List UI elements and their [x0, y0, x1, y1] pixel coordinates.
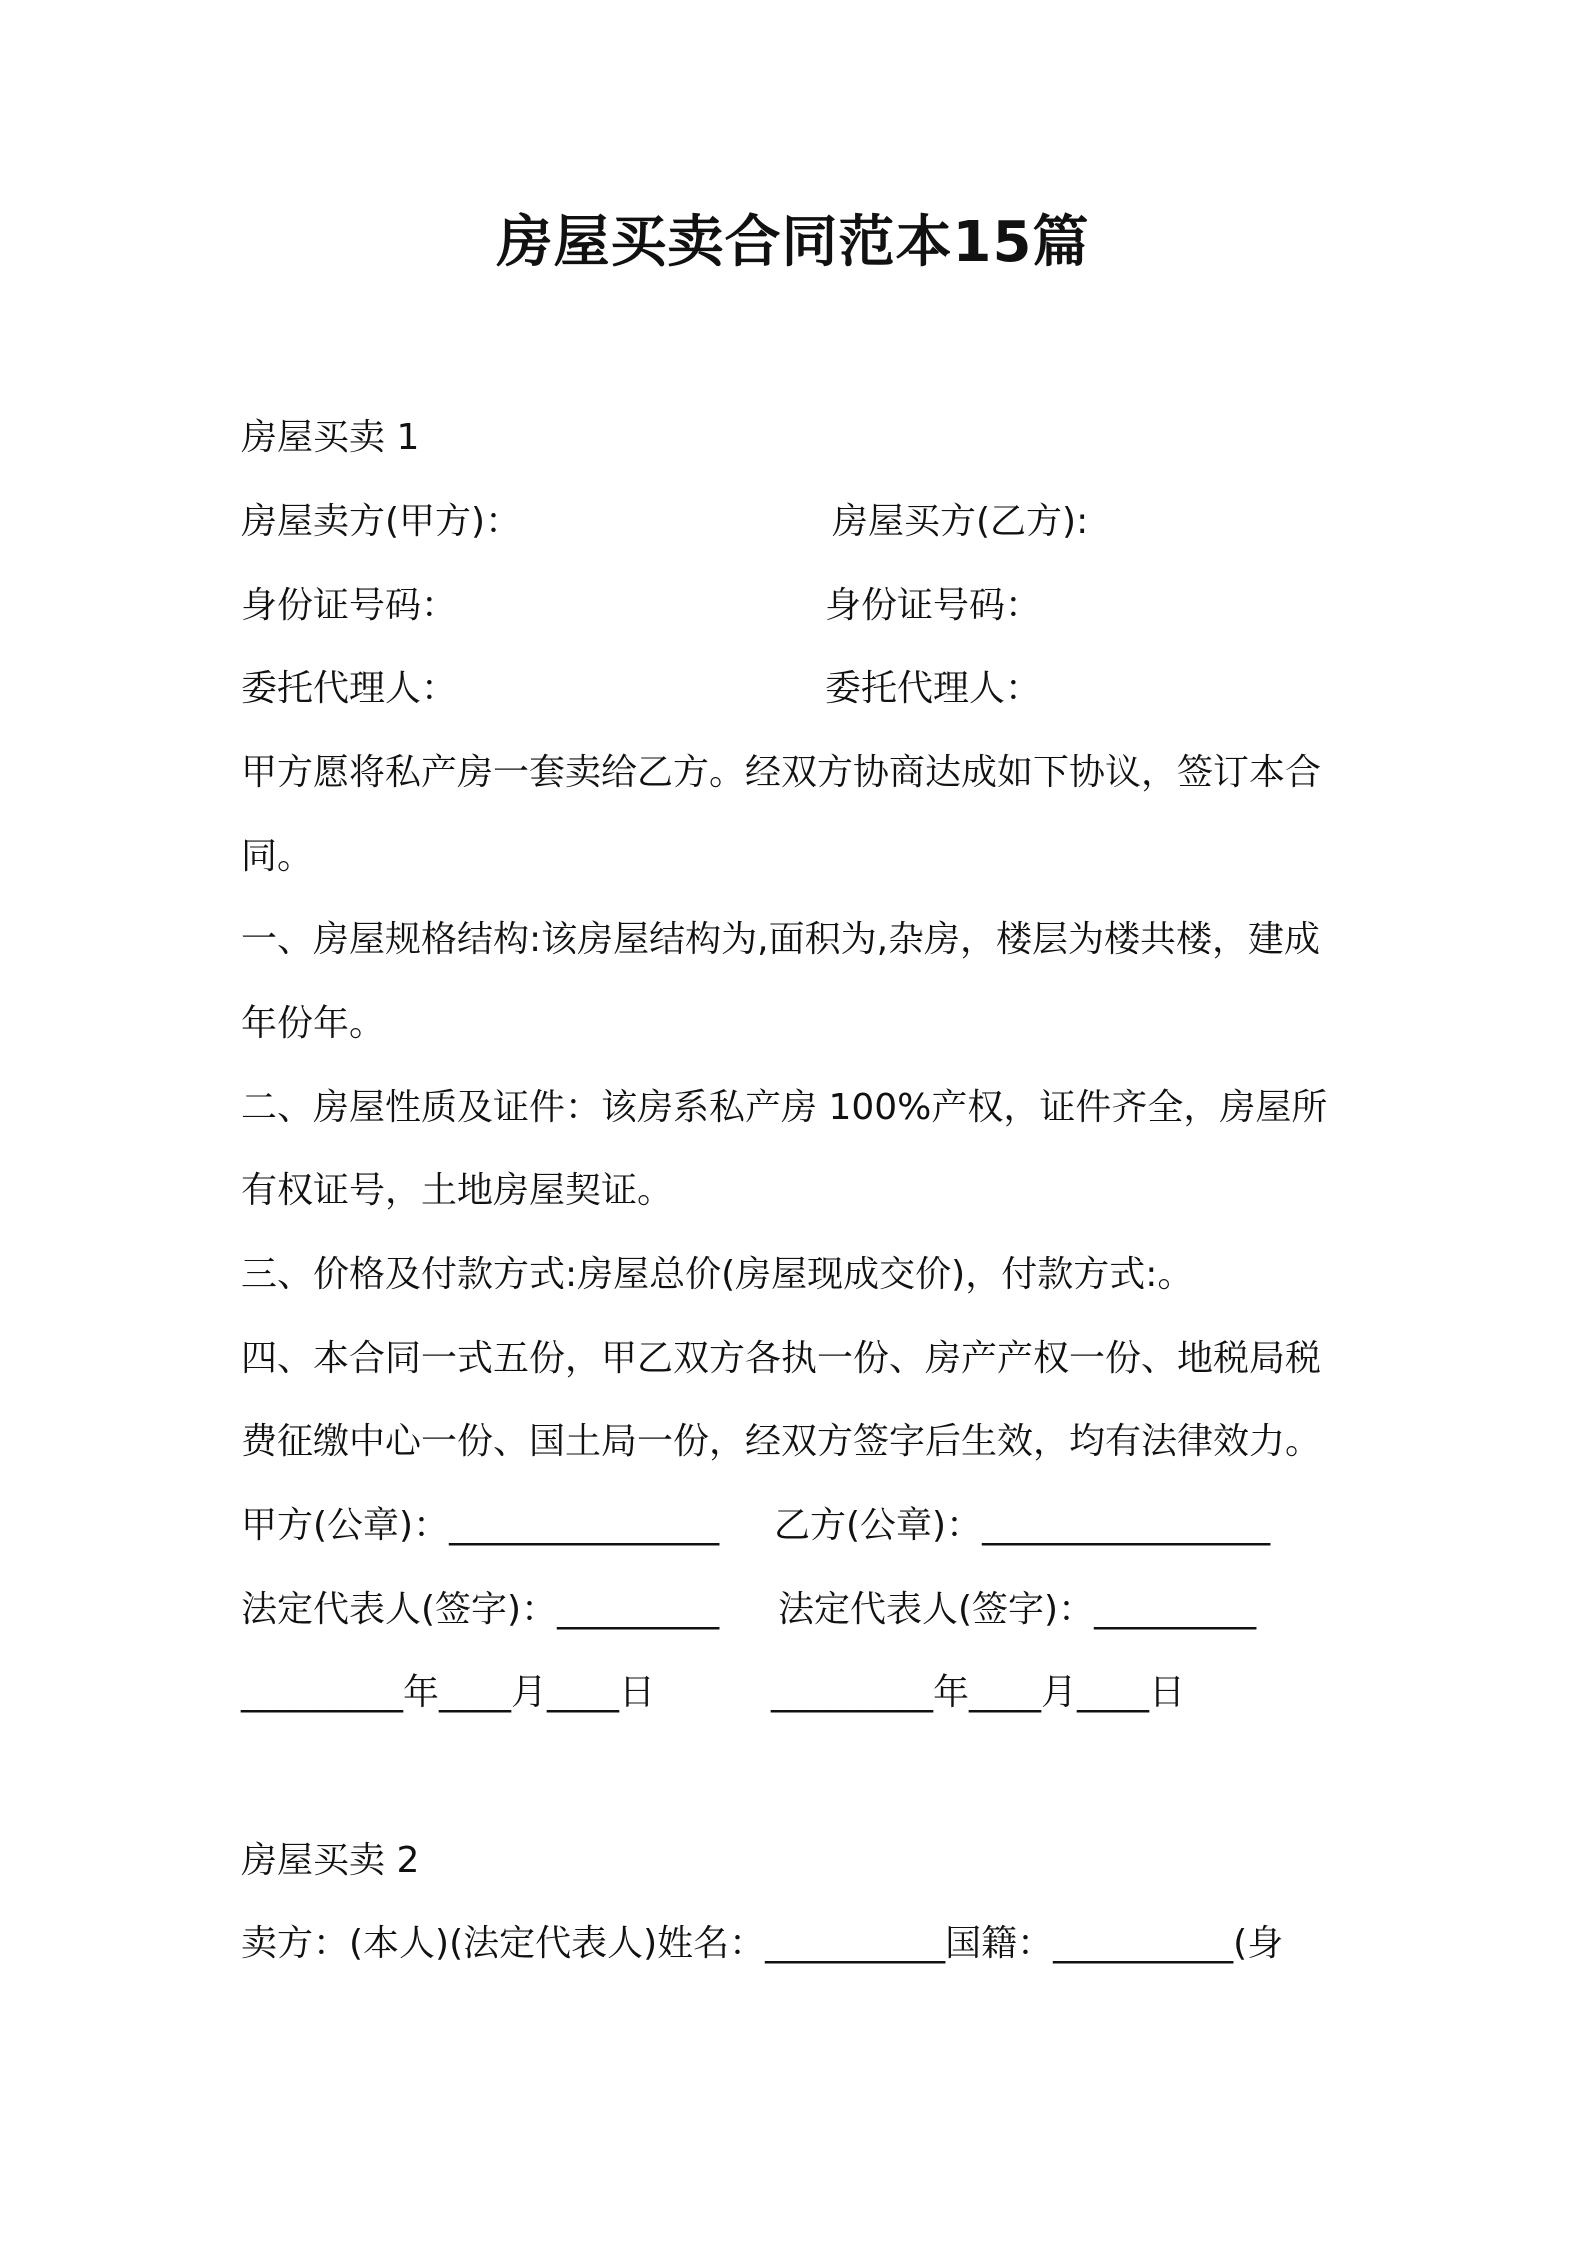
party-row-agent — [241, 665, 1042, 713]
section-2-seller-line: 卖方：(本人)(法定代表人)姓名：__________国籍：__________(身 — [241, 1923, 1284, 1964]
party-a-representative: 法定代表人(签字)：_________ — [241, 1589, 720, 1630]
section-heading-2: 房屋买卖 2 — [241, 1840, 420, 1881]
party-a-date: _________年____月____日 — [241, 1672, 655, 1713]
clause-2-line-1: 二、房屋性质及证件：该房系私产房 100%产权，证件齐全，房屋所 — [241, 1087, 1328, 1128]
party-a-seal: 甲方(公章)：_______________ — [241, 1505, 720, 1546]
document-title: 房屋买卖合同范本15篇 — [496, 210, 1090, 275]
signature-row-date — [241, 1669, 1185, 1717]
buyer-label: 房屋买方(乙方): — [832, 501, 1089, 542]
party-row-id — [241, 582, 1042, 630]
party-b-seal: 乙方(公章)：________________ — [774, 1505, 1271, 1546]
party-row-seller-buyer — [241, 498, 1089, 546]
id-label-seller: 身份证号码： — [241, 585, 458, 626]
agent-label-buyer: 委托代理人： — [825, 668, 1042, 709]
party-b-date: _________年____月____日 — [771, 1672, 1185, 1713]
signature-row-seal — [241, 1502, 1271, 1550]
section-heading-1: 房屋买卖 1 — [241, 417, 420, 458]
id-label-buyer: 身份证号码： — [825, 585, 1042, 626]
clause-1-line-1: 一、房屋规格结构:该房屋结构为,面积为,杂房，楼层为楼共楼，建成 — [241, 919, 1321, 960]
agent-label-seller: 委托代理人： — [241, 668, 458, 709]
clause-1-line-2: 年份年。 — [241, 1003, 386, 1044]
intro-paragraph-line-1: 甲方愿将私产房一套卖给乙方。经双方协商达成如下协议，签订本合 — [241, 752, 1322, 793]
clause-3-line-1: 三、价格及付款方式:房屋总价(房屋现成交价)，付款方式:。 — [241, 1254, 1194, 1295]
clause-4-line-1: 四、本合同一式五份，甲乙双方各执一份、房产产权一份、地税局税 — [241, 1338, 1322, 1379]
intro-paragraph-line-2: 同。 — [241, 836, 314, 877]
seller-label: 房屋卖方(甲方)： — [241, 501, 522, 542]
party-b-representative: 法定代表人(签字)：_________ — [778, 1589, 1257, 1630]
signature-row-representative — [241, 1586, 1257, 1634]
clause-2-line-2: 有权证号，土地房屋契证。 — [241, 1170, 674, 1211]
clause-4-line-2: 费征缴中心一份、国土局一份，经双方签字后生效，均有法律效力。 — [241, 1421, 1322, 1462]
